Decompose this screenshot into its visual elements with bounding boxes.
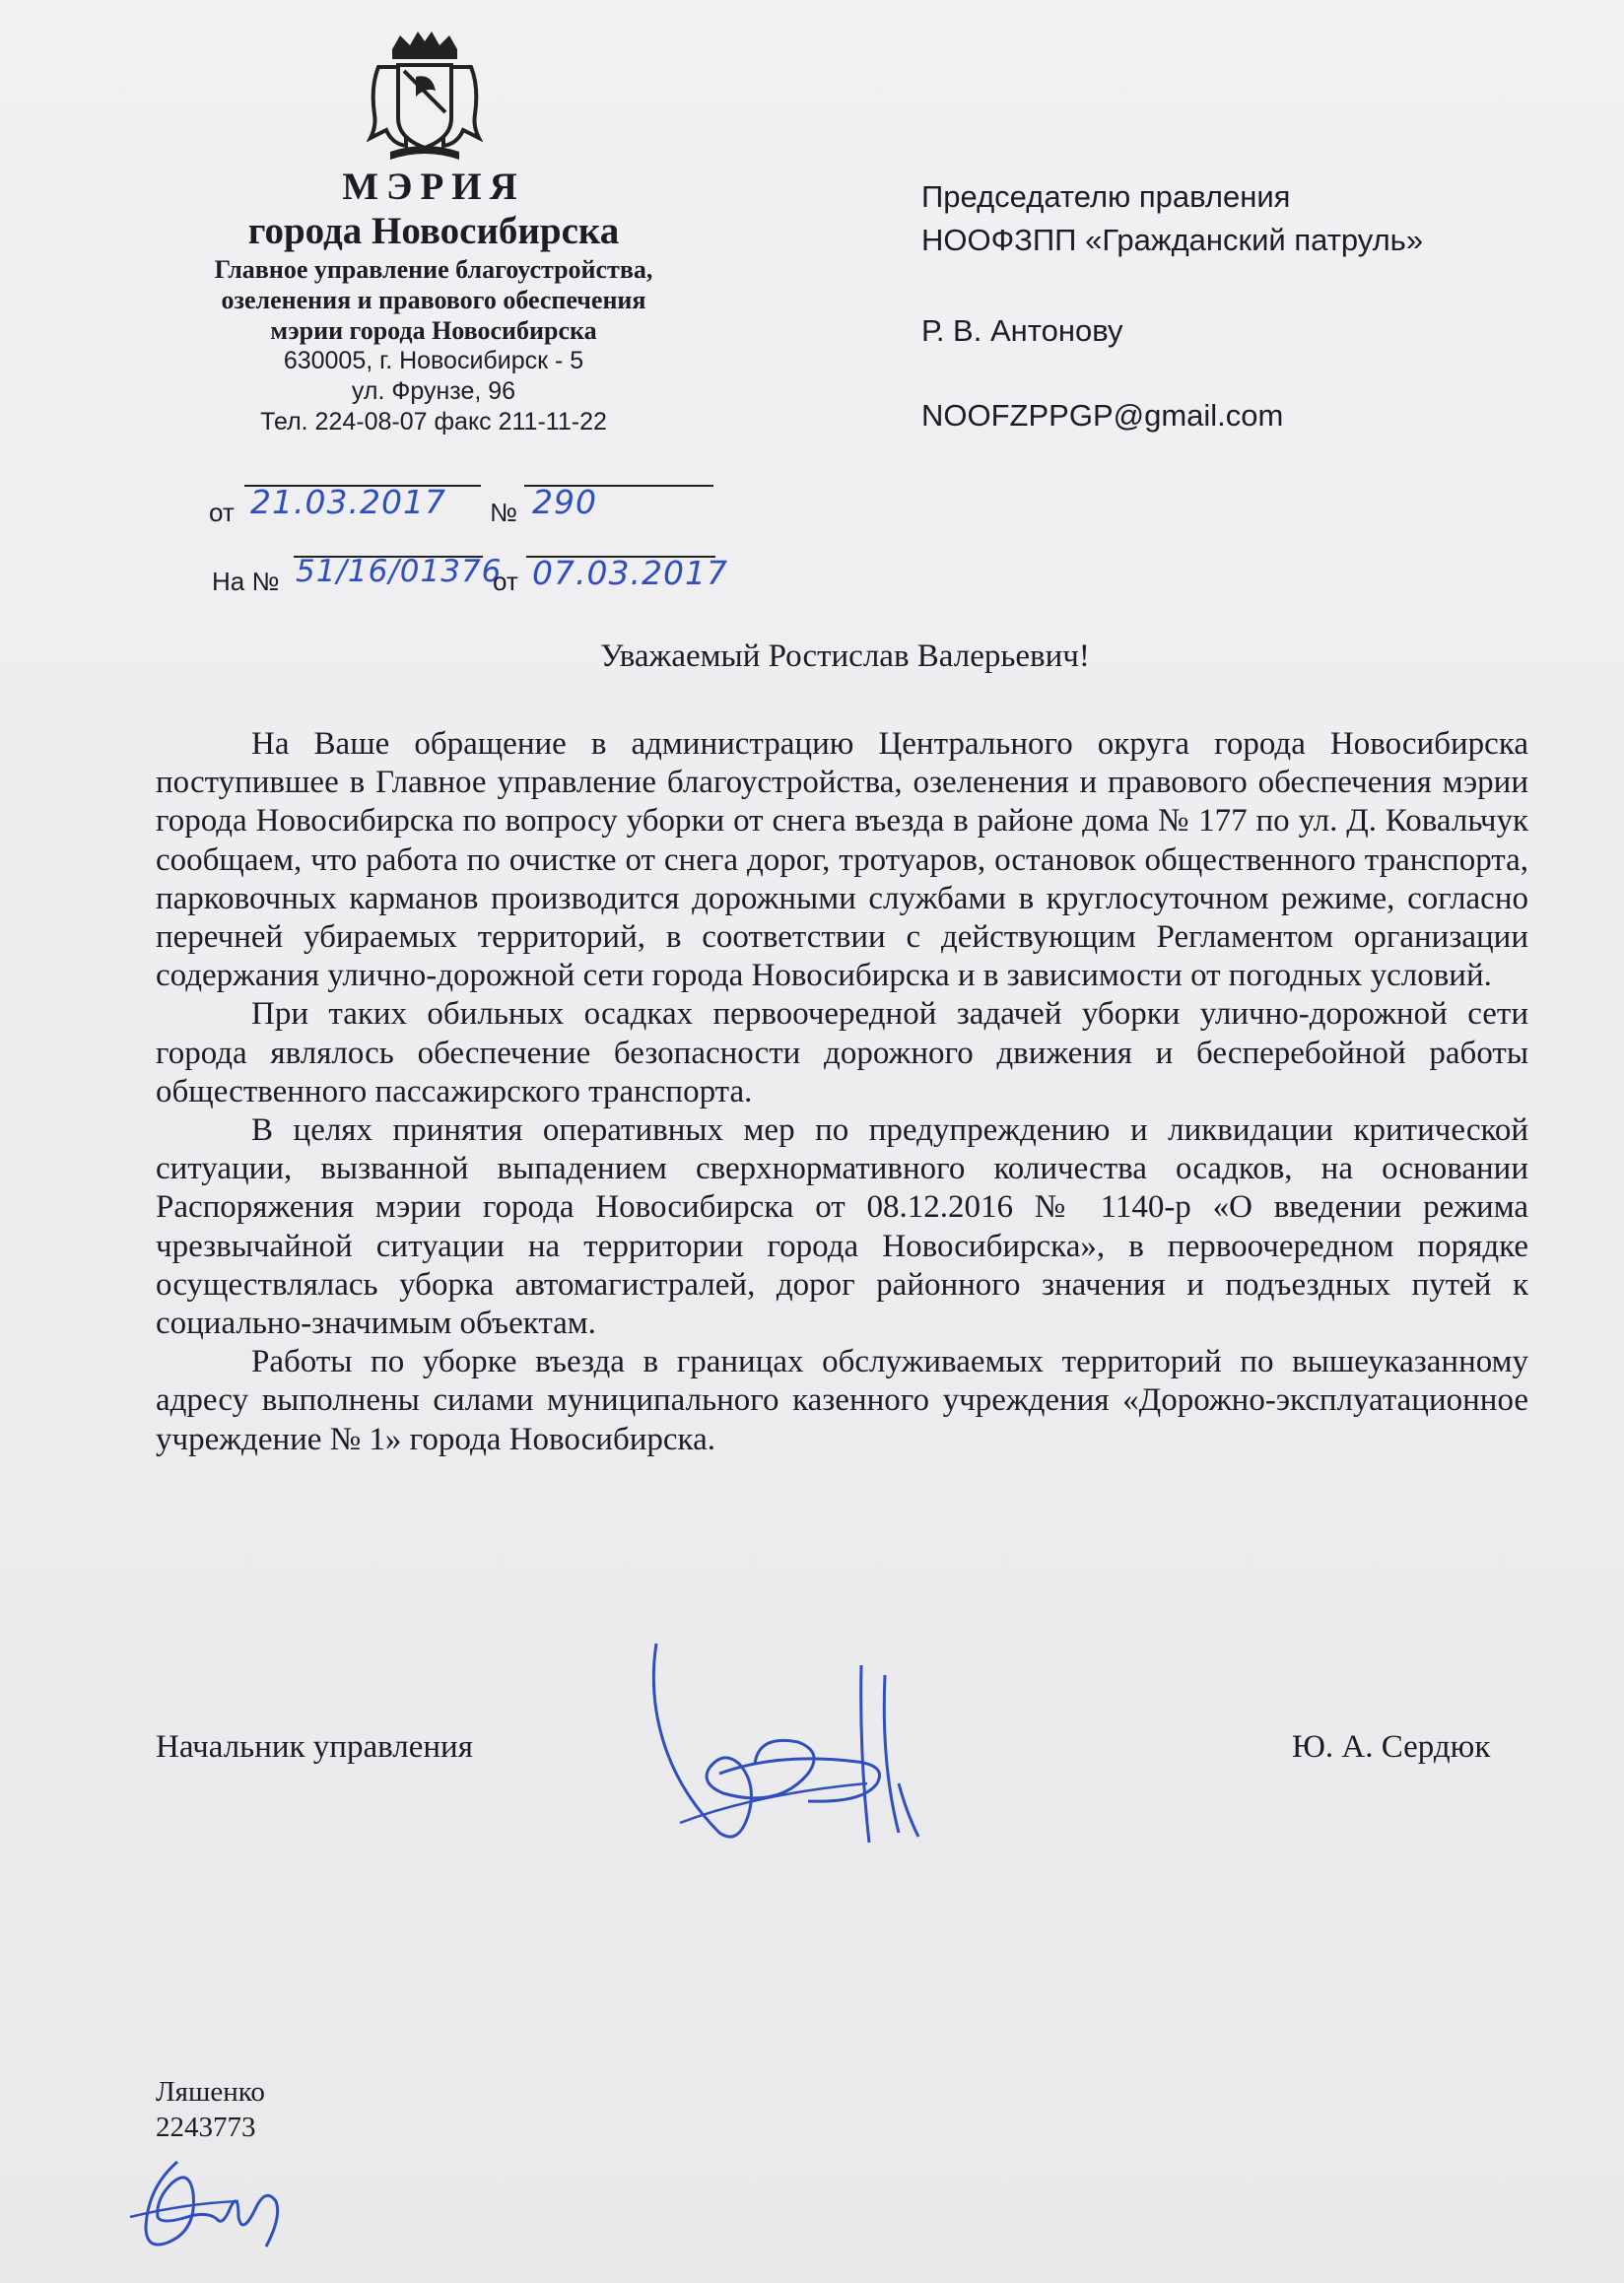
letterhead: [128, 166, 739, 437]
body-paragraph: При таких обильных осадках первоочередной задачей уборки улично-дорожной сети города являлось обеспечение безопасности дорожного движения и бесперебойной работы общественного пассажирского транспорта.: [156, 996, 1528, 1109]
coat-of-arms-icon: [367, 28, 483, 166]
recipient-name: Р. В. Антонову: [921, 313, 1123, 348]
department-line: мэрии города Новосибирска: [270, 316, 597, 345]
recipient-email: NOOFZPPGP@gmail.com: [921, 398, 1284, 433]
department-line: Главное управление благоустройства,: [214, 255, 653, 284]
executor-initials: [128, 2148, 305, 2256]
department-line: озеленения и правового обеспечения: [221, 286, 646, 314]
body-paragraph: Работы по уборке въезда в границах обслуживаемых территорий по вышеуказанному адресу выполнены силами муниципального казенного учреждения «Дорожно-эксплуатационное учреждение № 1» города Новосибирска.: [156, 1344, 1528, 1457]
body-paragraph: На Ваше обращение в администрацию Центрального округа города Новосибирска поступившее в Главное управление благоустройства, озеленения и правового обеспечения мэрии города Новосибирска по вопросу уборки от снега въезда в районе дома № 177 по ул. Д. Ковальчук сообщаем, что работа по очистке от снега дорог, тротуаров, остановок общественного транспорта, парковочных карманов производится дорожными службами в круглосуточном режиме, согласно перечней убираемых территорий, в соответствии с действующим Регламентом организации содержания улично-дорожной сети города Новосибирска и в зависимости от погодных условий.: [156, 726, 1528, 994]
body-paragraph: В целях принятия оперативных мер по предупреждению и ликвидации критической ситуации, вызванной выпадением сверхнормативного количества осадков, на основании Распоряжения мэрии города Новосибирска от 08.12.2016 № 1140-р «О введении режима чрезвычайной ситуации на территории города Новосибирска», в первоочередном порядке осуществлялась уборка автомагистралей, дорог районного значения и подъездных путей к социально-значимым объектам.: [156, 1112, 1528, 1342]
address-line: 630005, г. Новосибирск - 5: [283, 347, 584, 374]
from-date: 21.03.2017: [250, 483, 446, 521]
signatory-position: Начальник управления: [156, 1729, 473, 1765]
recipient-line: НООФЗПП «Гражданский патруль»: [921, 223, 1424, 257]
letterhead-title: МЭРИЯ: [342, 166, 525, 208]
outgoing-number: 290: [532, 483, 597, 521]
address-line: Тел. 224-08-07 факс 211-11-22: [260, 408, 607, 436]
signatory-name: Ю. А. Сердюк: [1292, 1729, 1491, 1765]
letter-body: [156, 725, 1528, 1459]
handwritten-signature: [641, 1636, 956, 1872]
executor-block: [156, 2074, 265, 2145]
reply-label: На №: [212, 567, 280, 596]
letterhead-city: города Новосибирска: [247, 210, 620, 252]
recipient-line: Председателю правления: [921, 179, 1291, 214]
greeting: Уважаемый Ростислав Валерьевич!: [600, 638, 1090, 674]
reply-date: 07.03.2017: [532, 554, 728, 592]
reply-from-label: от: [493, 567, 518, 596]
reply-number: 51/16/01376: [296, 554, 503, 589]
executor-name: Ляшенко: [156, 2076, 265, 2108]
number-label: №: [490, 498, 517, 527]
from-label: от: [209, 498, 235, 527]
address-line: ул. Фрунзе, 96: [351, 377, 516, 405]
executor-phone: 2243773: [156, 2112, 256, 2143]
